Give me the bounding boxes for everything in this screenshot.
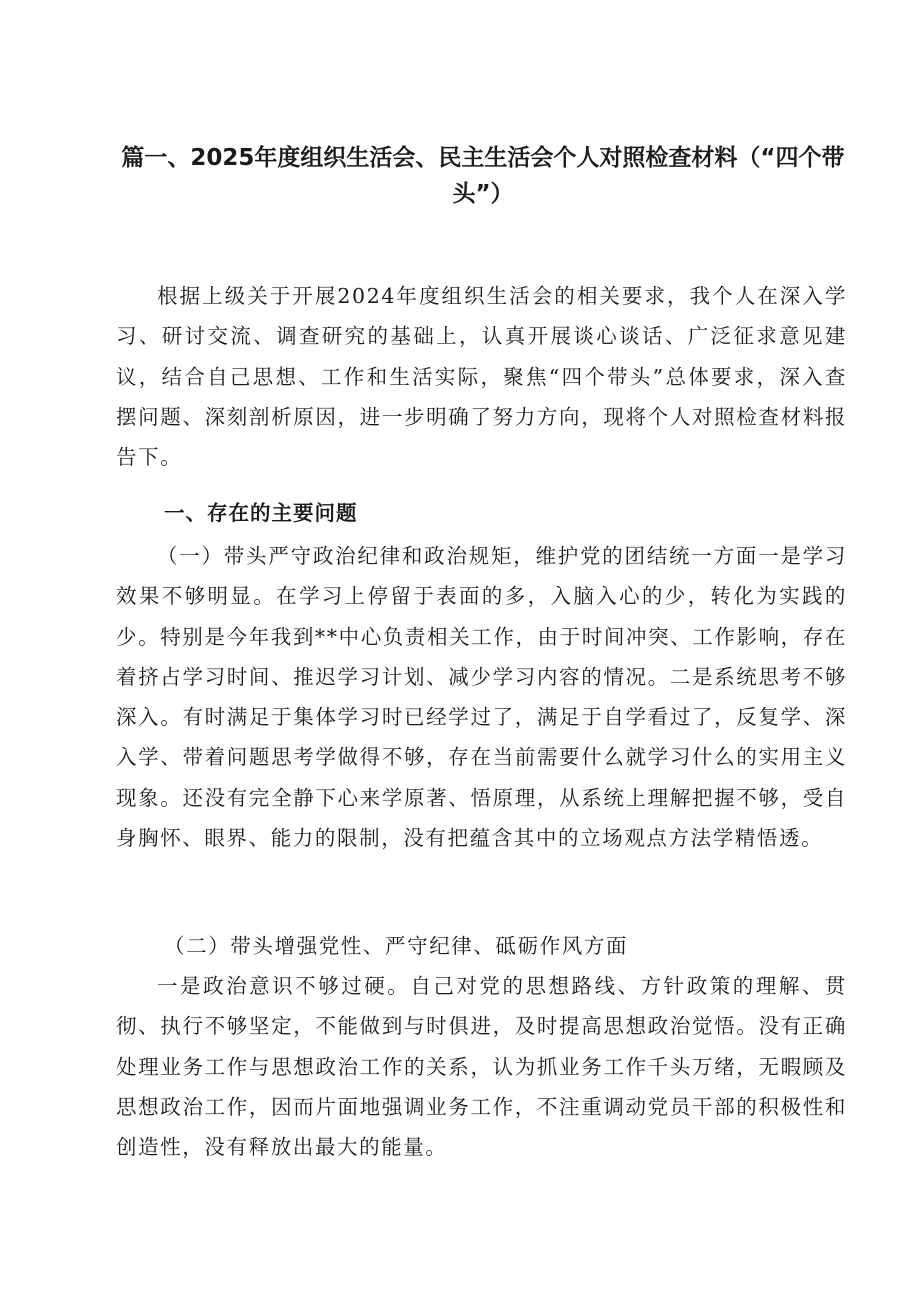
subsection-2-heading: （二）带头增强党性、严守纪律、砥砺作风方面 — [164, 934, 629, 958]
subsection-1-paragraph: （一）带头严守政治纪律和政治规矩，维护党的团结统一方面一是学习效果不够明显。在学习上停留于表面的多，入脑入心的少，转化为实践的少。特别是今年我到**中心负责相关工作，由于时间冲突、工作影响，存在着挤占学习时间、推迟学习计划、减少学习内容的情况。二是系统思考不够深入。有时满足于集体学习时已经学过了，满足于自学看过了，反复学、深入学、带着问题思考学做得不够，存在当前需要什么就学习什么的实用主义现象。还没有完全静下心来学原著、悟原理，从系统上理解把握不够，受自身胸怀、眼界、能力的限制，没有把蕴含其中的立场观点方法学精悟透。 — [116, 544, 847, 851]
section-heading-main-problems: 一、存在的主要问题 — [164, 501, 358, 525]
subsection-2-paragraph: 一是政治意识不够过硬。自己对党的思想路线、方针政策的理解、贯彻、执行不够坚定，不能做到与时俱进，及时提高思想政治觉悟。没有正确处理业务工作与思想政治工作的关系，认为抓业务工作千头万绪，无暇顾及思想政治工作，因而片面地强调业务工作，不注重调动党员干部的积极性和创造性，没有释放出最大的能量。 — [116, 974, 847, 1160]
intro-paragraph: 根据上级关于开展2024年度组织生活会的相关要求，我个人在深入学习、研讨交流、调查研究的基础上，认真开展谈心谈话、广泛征求意见建议，结合自己思想、工作和生活实际，聚焦“四个带头”总体要求，深入查摆问题、深刻剖析原因，进一步明确了努力方向，现将个人对照检查材料报告下。 — [116, 284, 847, 470]
document-title: 篇一、2025年度组织生活会、民主生活会个人对照检查材料（“四个带头”） — [121, 145, 845, 207]
